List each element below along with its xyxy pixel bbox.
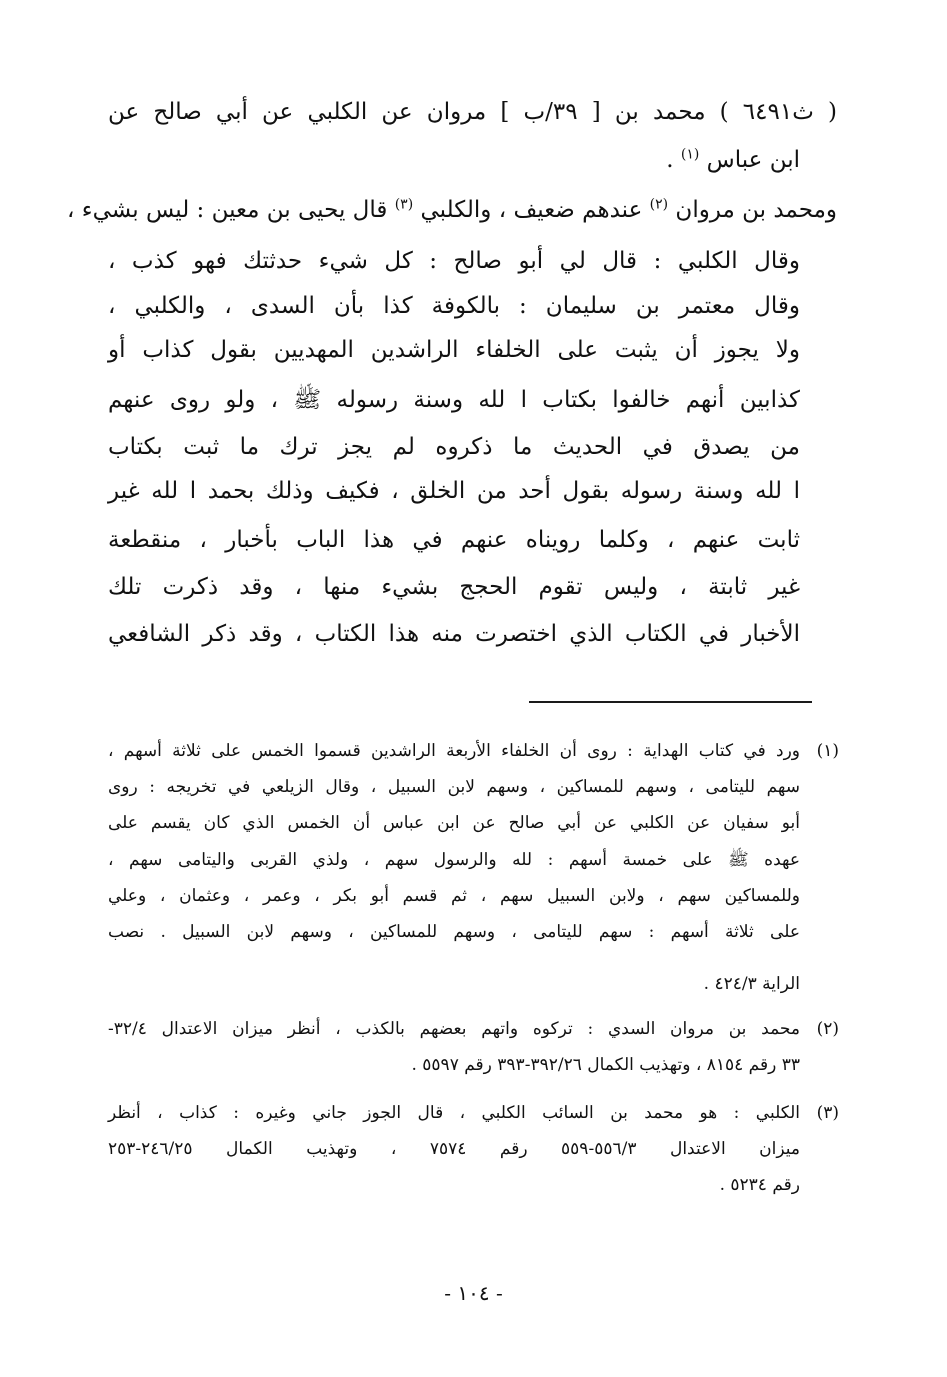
text-line	[108, 567, 800, 607]
text-line	[108, 330, 800, 370]
footnote-line: وللمساكين سهم ، ولابن السبيل سهم ، ثم قسم أبو بكر ، وعمر ، وعثمان ، وعلي	[108, 886, 800, 906]
line-text: الأخبار في الكتاب الذي اختصرت منه هذا الكتاب ، وقد ذكر الشافعي	[108, 621, 800, 647]
text-line	[108, 241, 800, 281]
text-line	[108, 520, 800, 560]
line-text: وقال الكلبي : قال لي أبو صالح : كل شيء حدثتك فهو كذب ،	[108, 248, 800, 274]
line-text: .	[666, 147, 681, 173]
text-line	[108, 140, 800, 180]
line-text: من يصدق في الحديث ما ذكروه لم يجز ترك ما ثبت بكتاب	[108, 434, 800, 460]
footnote-ref: (٢)	[649, 196, 669, 213]
footnote-line: ورد في كتاب الهداية : روى أن الخلفاء الأربعة الراشدين قسموا الخمس على ثلاثة أسهم ،	[108, 741, 800, 761]
text-line	[108, 286, 800, 326]
footnote-number: (١)	[816, 741, 839, 761]
footnote-ref: (١)	[680, 146, 700, 163]
footnote-number: (٢)	[816, 1019, 839, 1039]
line-text: ومحمد بن مروان	[675, 197, 837, 223]
line-text: ثابت عنهم ، وكلما رويناه عنهم في هذا الباب بأخبار ، منقطعة	[108, 527, 800, 553]
text-line	[108, 614, 800, 654]
footnote-line: رقم ٥٢٣٤ .	[719, 1175, 800, 1195]
page-number: - ١٠٤ -	[444, 1281, 503, 1305]
line-text: ( ث٦٤٩١ ) محمد بن [ ٣٩/ب ] مروان عن الكلبي عن أبي صالح عن	[108, 99, 838, 125]
footnote-line: محمد بن مروان السدي : تركوه واتهم بعضهم بالكذب ، أنظر ميزان الاعتدال ٣٢/٤-	[108, 1019, 800, 1039]
footnote-line: الكلبي : هو محمد بن السائب الكلبي ، قال الجوز جاني وغيره : كذاب ، أنظر	[108, 1103, 800, 1123]
footnote-separator	[529, 701, 812, 703]
footnote-line: عهده ﷺ على خمسة أسهم : لله والرسول سهم ، ولذي القربى واليتامى سهم ،	[108, 850, 800, 870]
line-text: كذابين أنهم خالفوا بكتاب ا لله وسنة رسوله ﷺ ، ولو روى عنهم	[108, 387, 800, 413]
footnote-line: ميزان الاعتدال ٥٥٦/٣-٥٥٩ رقم ٧٥٧٤ ، وتهذيب الكمال ٢٤٦/٢٥-٢٥٣	[108, 1139, 800, 1159]
line-text: غير ثابتة ، وليس تقوم الحجج بشيء منها ، وقد ذكرت تلك	[108, 574, 800, 600]
footnote-line: أبو سفيان عن الكلبي عن أبي صالح عن ابن عباس أن الخمس الذي كان يقسم على	[108, 813, 800, 833]
footnote-number: (٣)	[816, 1103, 839, 1123]
footnote-line: الراية ٤٢٤/٣ .	[703, 974, 800, 994]
text-line	[108, 427, 800, 467]
footnote-line: ٣٣ رقم ٨١٥٤ ، وتهذيب الكمال ٣٩٢/٢٦-٣٩٣ رقم ٥٥٩٧ .	[411, 1055, 800, 1075]
text-line	[108, 380, 800, 420]
footnote-line: سهم لليتامى ، وسهم للمساكين ، وسهم لابن السبيل ، وقال الزيلعي في تخريجه : روى	[108, 777, 800, 797]
line-text: قال يحيى بن معين : ليس بشيء ،	[67, 197, 388, 223]
text-line	[108, 471, 800, 511]
footnote-ref: (٣)	[394, 196, 414, 213]
line-text: ابن عباس	[706, 147, 800, 173]
text-line	[108, 92, 837, 132]
line-text: عندهم ضعيف ، والكلبي	[420, 197, 643, 223]
line-text: ولا يجوز أن يثبت على الخلفاء الراشدين المهديين بقول كذاب أو	[108, 337, 800, 363]
footnote-line: على ثلاثة أسهم : سهم لليتامى ، وسهم للمساكين ، وسهم لابن السبيل . نصب	[108, 922, 800, 942]
line-text: ا لله وسنة رسوله بقول أحد من الخلق ، فكيف وذلك بحمد ا لله غير	[108, 478, 800, 504]
line-text: وقال معتمر بن سليمان : بالكوفة كذا بأن السدى ، والكلبي ،	[108, 293, 800, 319]
text-line	[67, 190, 837, 230]
